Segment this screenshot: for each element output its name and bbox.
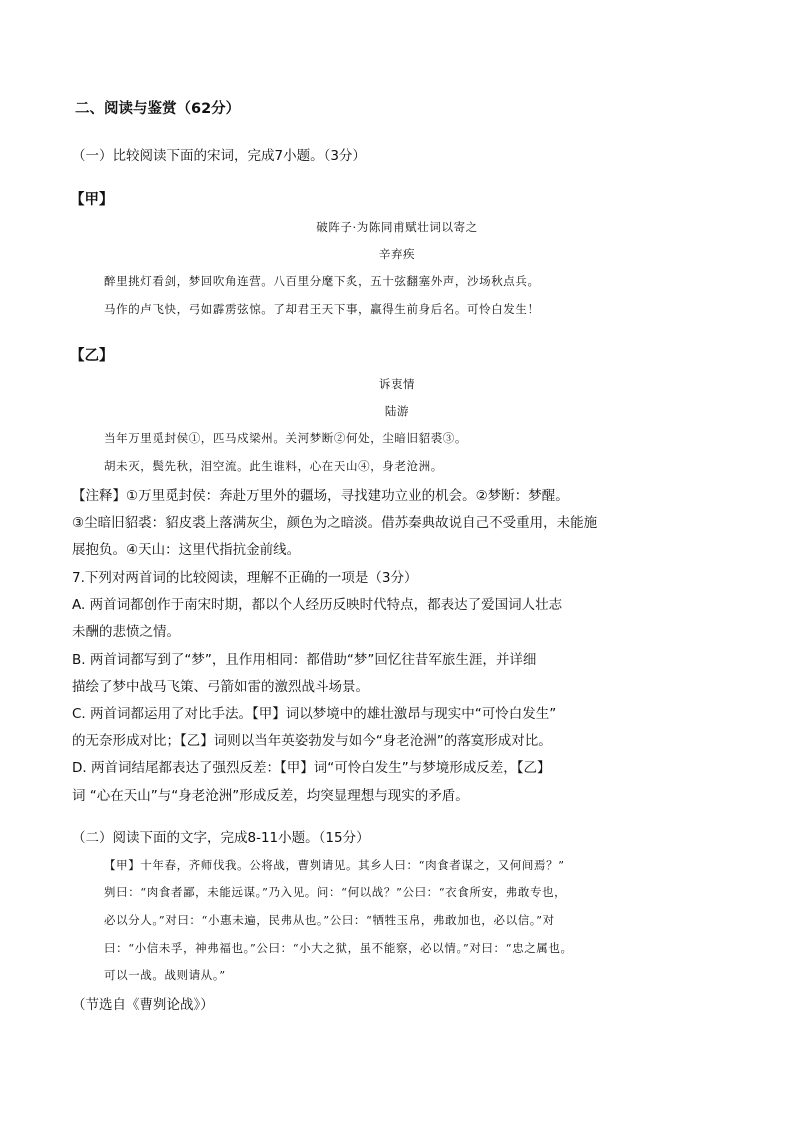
question-7: 7.下列对两首词的比较阅读，理解不正确的一项是（3分） (72, 570, 418, 586)
option-d-line-1: D. 两首词结尾都表达了强烈反差：【甲】词“可怜白发生”与梦境形成反差，【乙】 (72, 760, 551, 776)
notes-line-3: 展抱负。④天山：这里代指抗金前线。 (72, 542, 301, 558)
option-c-line-2: 的无奈形成对比；【乙】词则以当年英姿勃发与如今“身老沧洲”的落寞形成对比。 (72, 733, 552, 749)
notes-line-1: 【注释】①万里觅封侯：奔赴万里外的疆场，寻找建功立业的机会。②梦断：梦醒。 (72, 488, 569, 504)
passage-line-2: 刿曰：“肉食者鄙，未能远谋。”乃入见。问：“何以战？”公曰：“衣食所安，弗敢专也， (104, 885, 567, 899)
jia-line-2: 马作的卢飞快，弓如霹雳弦惊。了却君王天下事，赢得生前身后名。可怜白发生！ (104, 302, 540, 316)
option-c-line-1: C. 两首词都运用了对比手法。【甲】词以梦境中的雄壮激昂与现实中“可怜白发生” (72, 706, 557, 722)
passage-line-1: 【甲】十年春，齐师伐我。公将战，曹刿请见。其乡人曰：“肉食者谋之，又何间焉？” (104, 858, 565, 872)
option-d-line-2: 词 “心在天山”与“身老沧洲”形成反差，均突显理想与现实的矛盾。 (72, 788, 469, 804)
passage-line-3: 必以分人。”对曰：“小惠未遍，民弗从也。”公曰：“牺牲玉帛，弗敢加也，必以信。”对 (104, 913, 555, 927)
option-b-line-1: B. 两首词都写到了“梦”，且作用相同：都借助“梦”回忆往昔军旅生涯，并详细 (72, 652, 537, 668)
option-b-line-2: 描绘了梦中战马飞策、弓箭如雷的激烈战斗场景。 (72, 679, 369, 695)
section-title: 二、阅读与鉴赏（62分） (75, 101, 241, 117)
option-a-line-2: 未酬的悲愤之情。 (72, 624, 180, 640)
yi-line-2: 胡未灭，鬓先秋，泪空流。此生谁料，心在天山④，身老沧洲。 (104, 459, 443, 473)
jia-label: 【甲】 (70, 192, 114, 208)
passage-line-4: 曰：“小信未孚，神弗福也。”公曰：“小大之狱，虽不能察，必以情。”对曰：“忠之属也。 (104, 941, 573, 955)
passage-source: （节选自《曹刿论战》） (72, 997, 214, 1013)
option-a-line-1: A. 两首词都创作于南宋时期，都以个人经历反映时代特点，都表达了爱国词人壮志 (72, 597, 563, 613)
passage-line-5: 可以一战。战则请从。” (104, 968, 226, 982)
part1-heading: （一）比较阅读下面的宋词，完成7小题。（3分） (72, 148, 366, 164)
notes-line-2: ③尘暗旧貂裘：貂皮裘上落满灰尘，颜色为之暗淡。借苏秦典故说自己不受重用，未能施 (72, 515, 598, 531)
yi-poem-title: 诉衷情 (378, 377, 416, 391)
yi-label: 【乙】 (70, 348, 114, 364)
jia-poem-title: 破阵子·为陈同甫赋壮词以寄之 (316, 220, 478, 234)
jia-author: 辛弃疾 (378, 247, 416, 261)
part2-heading: （二）阅读下面的文字，完成8-11小题。（15分） (72, 830, 370, 846)
yi-author: 陆游 (384, 404, 410, 418)
jia-line-1: 醉里挑灯看剑，梦回吹角连营。八百里分麾下炙，五十弦翻塞外声，沙场秋点兵。 (104, 274, 540, 288)
yi-line-1: 当年万里觅封侯①，匹马戍梁州。关河梦断②何处，尘暗旧貂裘③。 (104, 431, 467, 445)
